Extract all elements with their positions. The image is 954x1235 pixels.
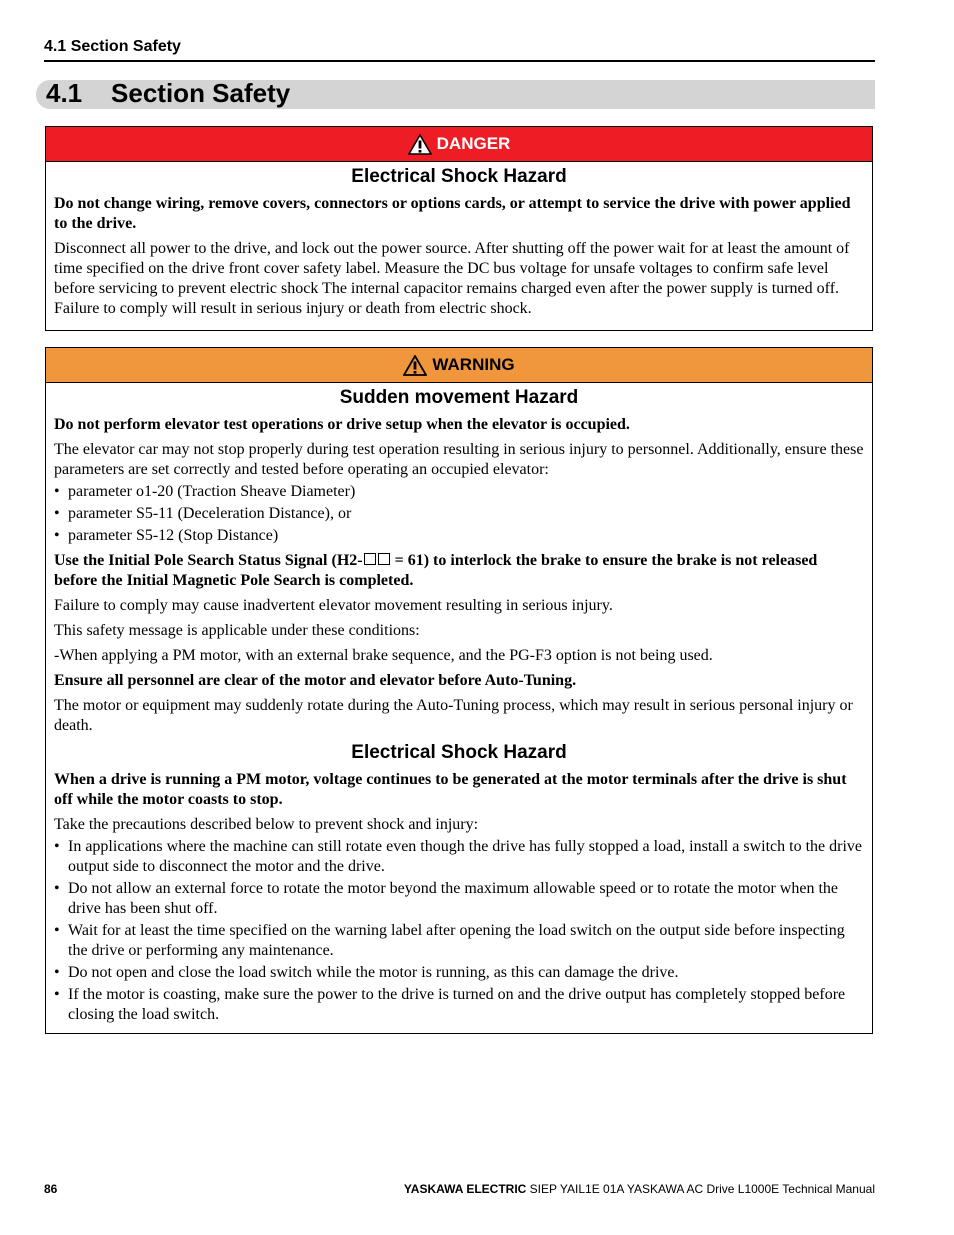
- danger-description: Disconnect all power to the drive, and lock out the power source. After shutting off the power wait for at least the amount of time specified on the drive front cover safety label. Measure the DC bus voltage for unsafe voltages to confirm safe level before servicing to prevent electric shock The internal capacitor remains charged even after the power supply is turned off. Failure to comply will result in serious injury or death from electric shock.: [54, 240, 850, 317]
- list-item: • parameter S5-11 (Deceleration Distance), or: [54, 505, 352, 522]
- placeholder-box-icon: [364, 553, 376, 565]
- list-item: • If the motor is coasting, make sure the power to the drive is turned on and the drive output has completely stopped before closing the load switch.: [54, 986, 846, 1023]
- list-item: • Wait for at least the time specified on the warning label after opening the load switch on the output side before inspecting the drive or performing any maintenance.: [54, 922, 845, 959]
- warning-label: WARNING: [432, 355, 515, 374]
- section-title-bar: [36, 80, 875, 109]
- danger-instruction: Do not change wiring, remove covers, connectors or options cards, or attempt to service the drive with power applied to the drive.: [54, 195, 851, 232]
- warning-instruction: Do not perform elevator test operations or drive setup when the elevator is occupied.: [54, 416, 630, 433]
- warning-description: The elevator car may not stop properly during test operation resulting in serious injury to personnel. Additionally, ensure these parameters are set correctly and tested before operating an occupied elevator:: [54, 441, 864, 478]
- danger-label: DANGER: [436, 134, 511, 153]
- warning-box: [45, 347, 873, 1034]
- warning-description: The motor or equipment may suddenly rotate during the Auto-Tuning process, which may result in serious personal injury or death.: [54, 697, 853, 734]
- warning-description: This safety message is applicable under these conditions:: [54, 622, 420, 639]
- warning-instruction: When a drive is running a PM motor, voltage continues to be generated at the motor terminals after the drive is shut off while the motor coasts to stop.: [54, 771, 847, 808]
- warning-instruction: Ensure all personnel are clear of the motor and elevator before Auto-Tuning.: [54, 672, 577, 689]
- warning-description: Failure to comply may cause inadvertent elevator movement resulting in serious injury.: [54, 597, 613, 614]
- list-item: • In applications where the machine can still rotate even though the drive has fully stopped a load, install a switch to the drive output side to disconnect the motor and the drive.: [54, 838, 862, 875]
- warning-triangle-icon: [403, 355, 427, 376]
- warning-description: -When applying a PM motor, with an external brake sequence, and the PG-F3 option is not being used.: [54, 647, 713, 664]
- danger-box: [45, 126, 873, 331]
- warning-triangle-icon: [408, 134, 432, 155]
- hazard-title: Electrical Shock Hazard: [351, 742, 567, 763]
- danger-banner: [46, 127, 872, 162]
- list-item: • parameter o1-20 (Traction Sheave Diameter): [54, 483, 356, 500]
- running-head: 4.1 Section Safety: [44, 38, 181, 55]
- hazard-title: Electrical Shock Hazard: [351, 166, 567, 187]
- warning-description: Take the precautions described below to prevent shock and injury:: [54, 816, 479, 833]
- warning-instruction: Use the Initial Pole Search Status Signal (H2- = 61) to interlock the brake to ensure the brake is not released before the Initial Magnetic Pole Search is completed.: [54, 552, 818, 589]
- list-item: • Do not allow an external force to rotate the motor beyond the maximum allowable speed or to rotate the motor when the drive has been shut off.: [54, 880, 838, 917]
- footer-doc: SIEP YAIL1E 01A YASKAWA AC Drive L1000E Technical Manual: [526, 1182, 875, 1196]
- header-rule: [44, 60, 875, 62]
- footer-brand: YASKAWA ELECTRIC: [403, 1182, 527, 1196]
- footer-doc-title: [404, 1182, 875, 1196]
- warning-banner: [46, 348, 872, 383]
- list-item: • Do not open and close the load switch while the motor is running, as this can damage the drive.: [54, 964, 679, 981]
- placeholder-box-icon: [378, 553, 390, 565]
- section-title: 4.1 Section Safety: [46, 78, 291, 108]
- list-item: • parameter S5-12 (Stop Distance): [54, 527, 279, 544]
- hazard-title: Sudden movement Hazard: [339, 387, 579, 408]
- page-number: 86: [44, 1182, 58, 1196]
